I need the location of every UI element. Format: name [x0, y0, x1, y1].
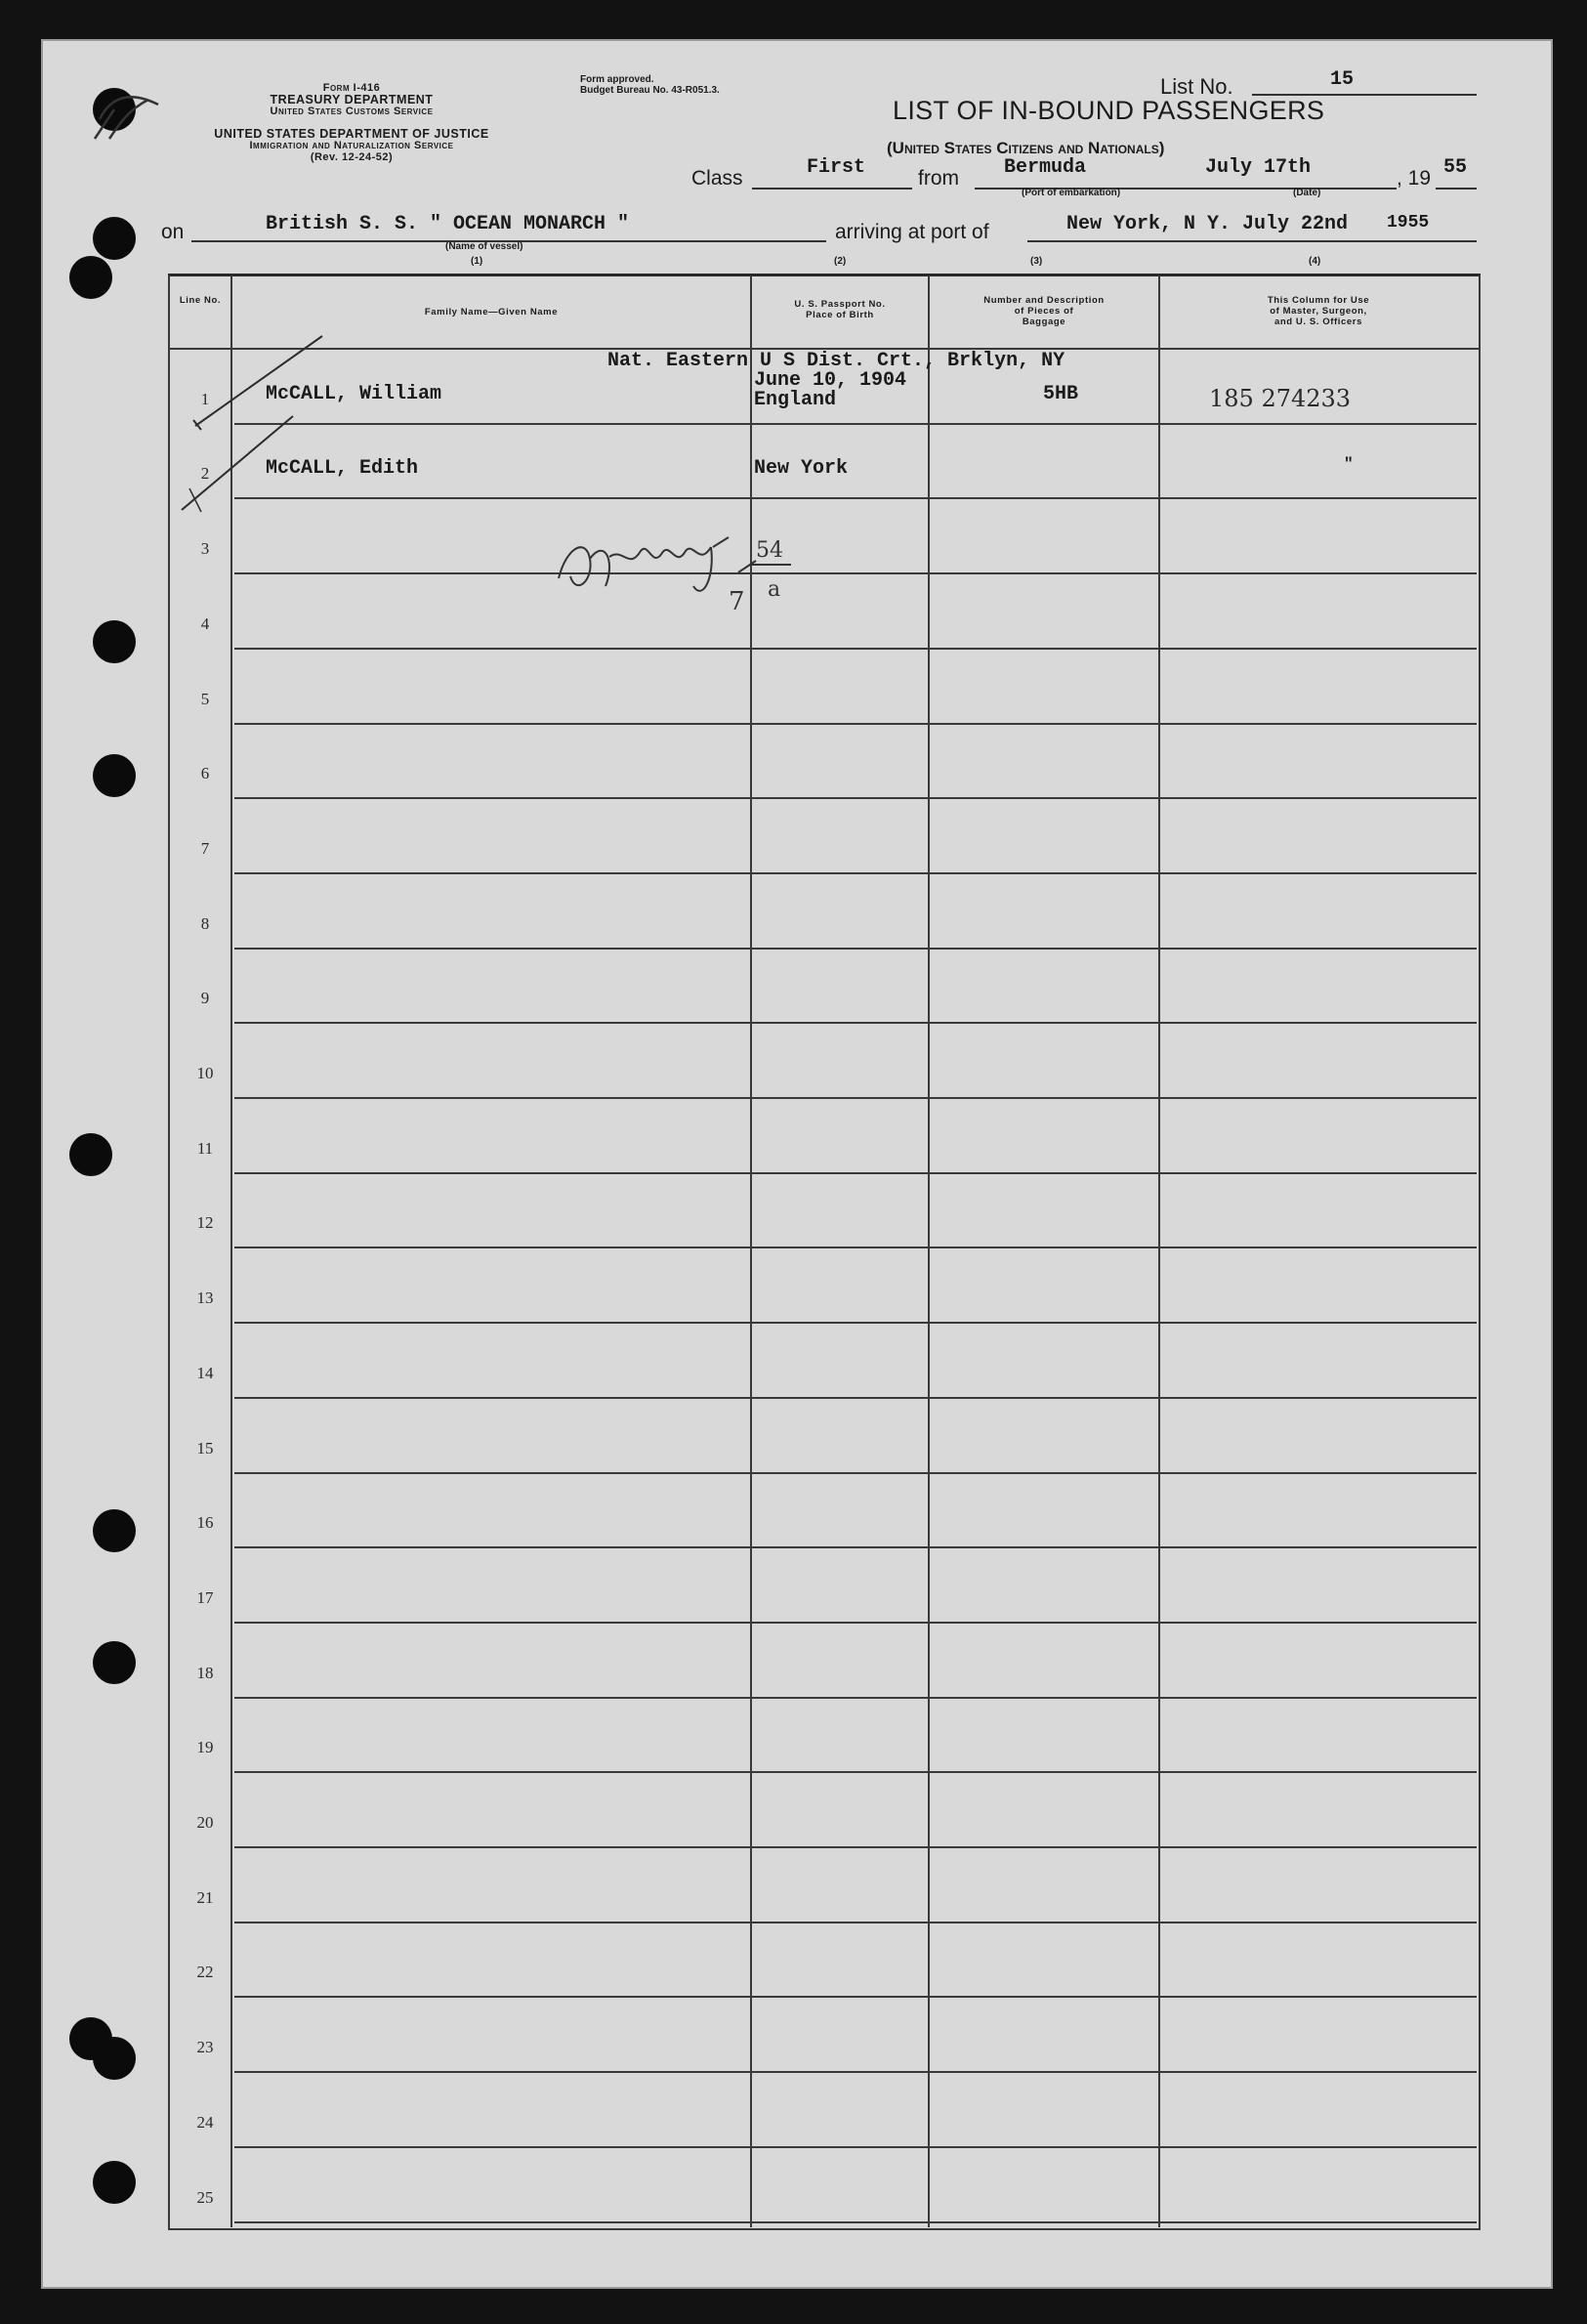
entry-2-check-mark — [176, 410, 322, 518]
entry-1-baggage: 5HB — [1043, 383, 1079, 405]
line-number: 14 — [196, 1364, 214, 1382]
row-rule — [234, 2071, 1477, 2073]
dept-justice: UNITED STATES DEPARTMENT OF JUSTICE — [214, 127, 489, 141]
line-number: 4 — [200, 614, 210, 633]
entry-2-officer-note: " — [1344, 455, 1354, 473]
line-number: 10 — [196, 1064, 214, 1082]
svg-text:a: a — [768, 577, 781, 602]
line-number: 2 — [200, 464, 210, 483]
vessel-name: British S. S. " OCEAN MONARCH " — [266, 213, 630, 235]
baggage-header-line1: Number and Description — [983, 295, 1105, 306]
line-number: 13 — [196, 1289, 214, 1307]
row-rule — [234, 1472, 1477, 1474]
row-rule — [234, 1922, 1477, 1923]
col-divider-baggage — [1158, 275, 1160, 2227]
budget-approval — [580, 74, 720, 96]
row-rule — [234, 1996, 1477, 1998]
class-line — [752, 188, 912, 190]
revision-date: (Rev. 12-24-52) — [310, 151, 394, 163]
page-title: LIST OF IN-BOUND PASSENGERS — [893, 96, 1325, 125]
binder-hole — [93, 2161, 136, 2204]
col-divider-line — [230, 275, 232, 2227]
row-rule — [234, 1771, 1477, 1773]
entry-2-name: McCALL, Edith — [266, 457, 419, 480]
arrival-year: 1955 — [1387, 213, 1430, 232]
row-rule — [234, 1172, 1477, 1174]
col-header-officers — [1160, 295, 1477, 327]
passport-header-line1: U. S. Passport No. — [794, 299, 886, 310]
officers-header-line3: and U. S. Officers — [1274, 317, 1362, 327]
year-prefix: , 19 — [1397, 167, 1432, 190]
line-number: 7 — [200, 839, 210, 858]
entry-1-officer-note: 185 274233 — [1209, 385, 1352, 412]
line-number: 5 — [200, 690, 210, 708]
baggage-header-line3: Baggage — [1022, 317, 1066, 327]
row-rule — [234, 1397, 1477, 1399]
col-num-3: (3) — [1030, 256, 1043, 267]
col-divider-passport — [928, 275, 930, 2227]
budget-bureau-number: Budget Bureau No. 43-R051.3. — [580, 85, 720, 96]
port-caption: (Port of embarkation) — [1022, 188, 1121, 198]
row-rule — [234, 572, 1477, 574]
binder-hole — [93, 1641, 136, 1684]
row-rule — [234, 1697, 1477, 1699]
line-number: 12 — [196, 1213, 214, 1232]
year-suffix: 55 — [1443, 156, 1468, 179]
page-subtitle: (United States Citizens and Nationals) — [887, 139, 1165, 157]
vessel-caption: (Name of vessel) — [445, 241, 523, 252]
officers-header-line1: This Column for Use — [1267, 295, 1370, 306]
arrival-port-date: New York, N Y. July 22nd — [1066, 213, 1349, 235]
form-info — [156, 82, 547, 163]
line-number: 21 — [196, 1888, 214, 1907]
binder-hole — [69, 1133, 112, 1176]
line-number: 9 — [200, 989, 210, 1007]
binder-hole — [69, 256, 112, 299]
binder-hole — [93, 217, 136, 260]
line-number: 11 — [196, 1139, 214, 1158]
entry-2-birth-place: New York — [754, 457, 849, 480]
dept-treasury: TREASURY DEPARTMENT — [270, 93, 434, 106]
row-rule — [234, 2221, 1477, 2223]
class-value: First — [807, 156, 866, 179]
row-rule — [234, 1247, 1477, 1248]
list-no-value: 15 — [1330, 68, 1355, 91]
binder-hole — [93, 620, 136, 663]
line-number: 20 — [196, 1813, 214, 1832]
row-rule — [234, 1022, 1477, 1024]
line-number: 22 — [196, 1963, 214, 1981]
row-rule — [234, 1546, 1477, 1548]
line-number: 19 — [196, 1738, 214, 1756]
row-rule — [234, 648, 1477, 650]
form-number: Form I-416 — [322, 82, 381, 94]
row-rule — [234, 948, 1477, 950]
binder-hole — [93, 2037, 136, 2080]
arrival-line — [1027, 240, 1477, 242]
row-rule — [234, 1622, 1477, 1624]
approved-label: Form approved. — [580, 74, 654, 85]
entry-1-name: McCALL, William — [266, 383, 442, 405]
passport-header-line2: Place of Birth — [806, 310, 874, 320]
row-rule — [234, 872, 1477, 874]
line-number: 17 — [196, 1588, 214, 1607]
line-number: 24 — [196, 2113, 214, 2132]
line-number: 16 — [196, 1513, 214, 1532]
line-number: 1 — [200, 390, 210, 408]
col-header-line-no: Line No. — [179, 295, 222, 306]
entry-1-birth-place: England — [754, 389, 837, 411]
line-number: 18 — [196, 1664, 214, 1682]
svg-text:7: 7 — [729, 587, 745, 616]
entry-1-naturalization: Nat. Eastern U S Dist. Crt., Brklyn, NY — [607, 350, 1065, 372]
list-no-label: List No. — [1160, 74, 1233, 99]
line-number: 8 — [200, 914, 210, 933]
baggage-header-line2: of Pieces of — [1014, 306, 1074, 317]
col-header-passport — [752, 299, 928, 320]
col-header-name: Family Name—Given Name — [424, 307, 559, 317]
col-num-4: (4) — [1309, 256, 1321, 267]
col-header-baggage — [930, 295, 1158, 327]
from-label: from — [918, 167, 959, 190]
inspector-signature — [547, 508, 840, 625]
row-rule — [234, 1846, 1477, 1848]
row-rule — [234, 1322, 1477, 1324]
year-line — [1436, 188, 1477, 190]
entry-1-birth-date: June 10, 1904 — [754, 369, 907, 392]
line-number: 6 — [200, 764, 210, 782]
dept-immigration: Immigration and Naturalization Service — [249, 140, 454, 151]
row-rule — [234, 423, 1477, 425]
port-of-embarkation: Bermuda — [1004, 156, 1087, 179]
departure-date: July 17th — [1205, 156, 1312, 179]
col-num-1: (1) — [471, 256, 483, 267]
col-num-2: (2) — [834, 256, 847, 267]
binder-hole — [93, 1509, 136, 1552]
line-number: 23 — [196, 2038, 214, 2056]
line-number: 15 — [196, 1439, 214, 1458]
arriving-label: arriving at port of — [835, 221, 989, 243]
line-number: 3 — [200, 539, 210, 558]
svg-text:54: 54 — [756, 538, 783, 563]
on-label: on — [161, 221, 185, 243]
class-label: Class — [691, 167, 743, 190]
line-number: 25 — [196, 2188, 214, 2207]
row-rule — [234, 1097, 1477, 1099]
row-rule — [234, 2146, 1477, 2148]
date-caption: (Date) — [1293, 188, 1321, 198]
officers-header-line2: of Master, Surgeon, — [1270, 306, 1367, 317]
row-rule — [234, 723, 1477, 725]
dept-customs: United States Customs Service — [270, 106, 434, 117]
binder-hole — [93, 754, 136, 797]
row-rule — [234, 497, 1477, 499]
row-rule — [234, 797, 1477, 799]
